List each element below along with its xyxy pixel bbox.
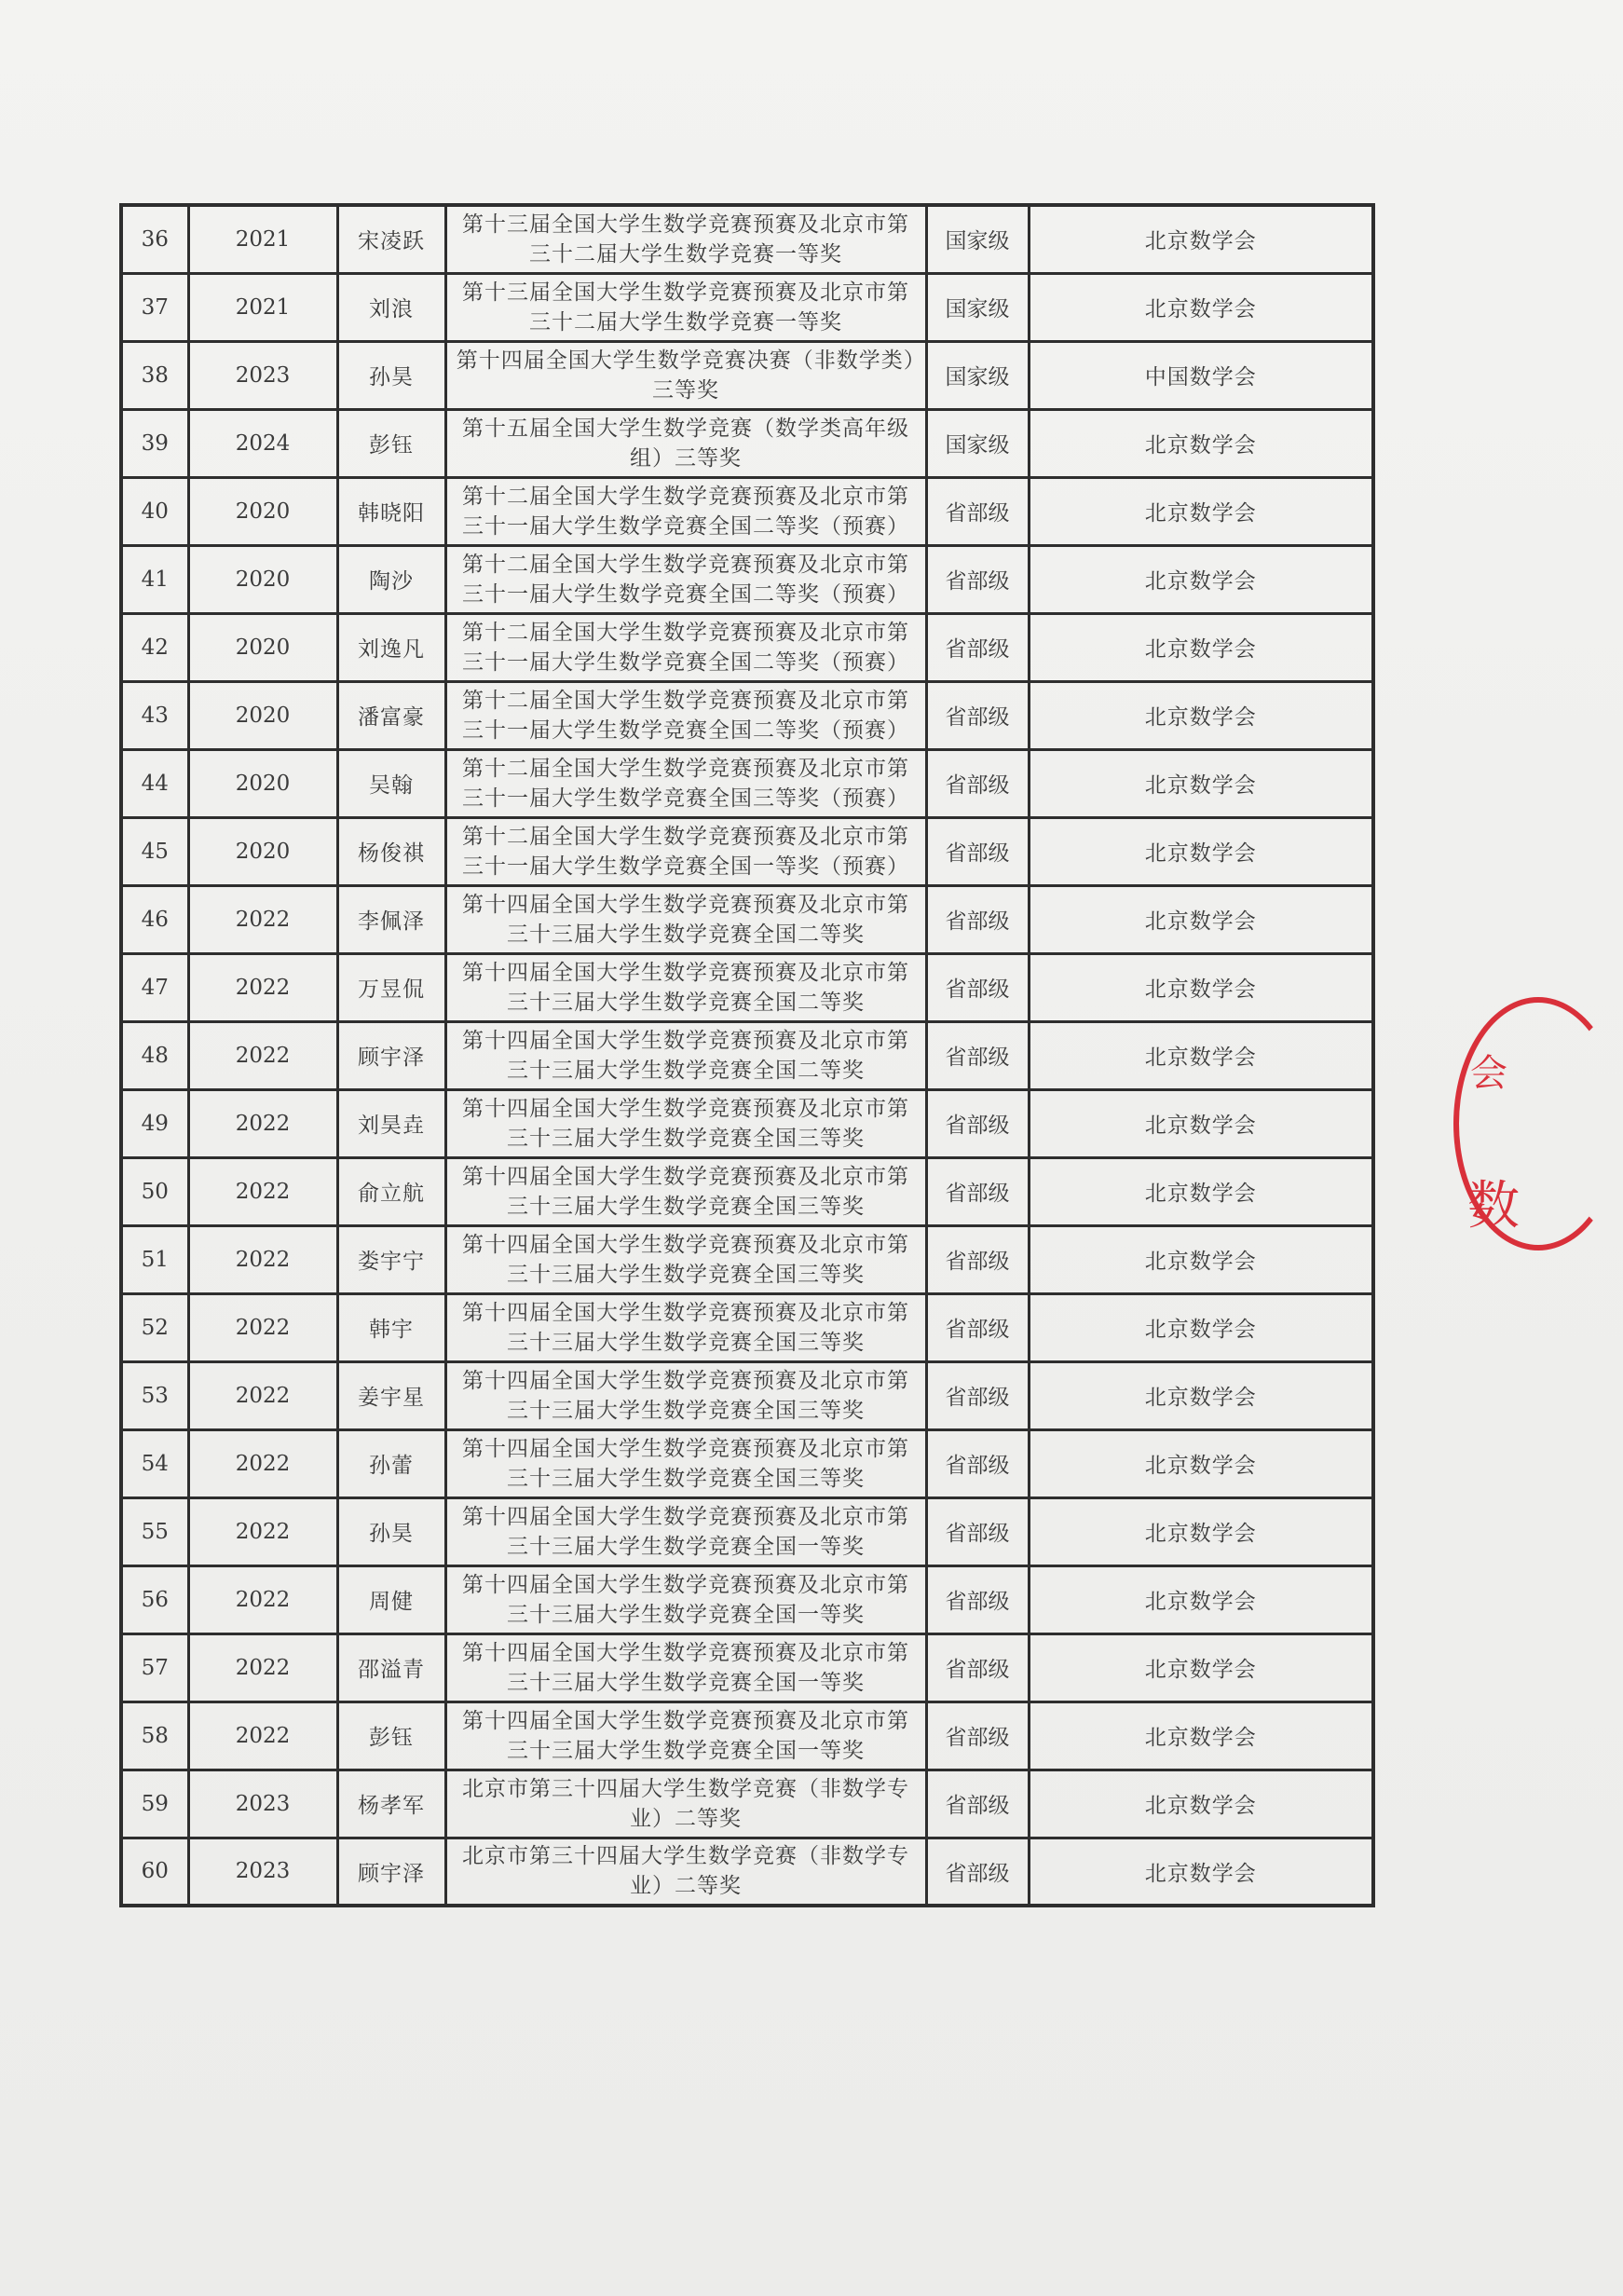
cell-level: 省部级 bbox=[926, 1089, 1029, 1157]
cell-year: 2022 bbox=[188, 1293, 337, 1361]
table-row bbox=[121, 1565, 1373, 1633]
cell-year: 2022 bbox=[188, 1497, 337, 1565]
table-row bbox=[121, 1702, 1373, 1770]
cell-level: 省部级 bbox=[926, 477, 1029, 545]
cell-award: 第十二届全国大学生数学竞赛预赛及北京市第三十一届大学生数学竞赛全国二等奖（预赛） bbox=[445, 477, 926, 545]
cell-organization: 北京数学会 bbox=[1029, 1838, 1373, 1906]
cell-year: 2020 bbox=[188, 817, 337, 885]
cell-year: 2022 bbox=[188, 1021, 337, 1089]
cell-number: 45 bbox=[121, 817, 188, 885]
cell-name: 彭钰 bbox=[337, 1702, 445, 1770]
cell-level: 省部级 bbox=[926, 749, 1029, 817]
cell-level: 国家级 bbox=[926, 409, 1029, 477]
cell-organization: 北京数学会 bbox=[1029, 1429, 1373, 1497]
cell-number: 36 bbox=[121, 205, 188, 273]
cell-award: 第十二届全国大学生数学竞赛预赛及北京市第三十一届大学生数学竞赛全国二等奖（预赛） bbox=[445, 545, 926, 613]
cell-level: 省部级 bbox=[926, 545, 1029, 613]
cell-organization: 北京数学会 bbox=[1029, 1497, 1373, 1565]
cell-organization: 北京数学会 bbox=[1029, 613, 1373, 681]
seal-char-top: 会 bbox=[1470, 1052, 1507, 1095]
cell-year: 2020 bbox=[188, 749, 337, 817]
cell-level: 省部级 bbox=[926, 1293, 1029, 1361]
table-row bbox=[121, 1157, 1373, 1225]
cell-organization: 北京数学会 bbox=[1029, 1157, 1373, 1225]
cell-number: 43 bbox=[121, 681, 188, 749]
cell-award: 第十四届全国大学生数学竞赛预赛及北京市第三十三届大学生数学竞赛全国一等奖 bbox=[445, 1633, 926, 1702]
cell-organization: 北京数学会 bbox=[1029, 205, 1373, 273]
cell-award: 第十四届全国大学生数学竞赛决赛（非数学类）三等奖 bbox=[445, 341, 926, 409]
cell-award: 第十三届全国大学生数学竞赛预赛及北京市第三十二届大学生数学竞赛一等奖 bbox=[445, 273, 926, 341]
cell-name: 吴翰 bbox=[337, 749, 445, 817]
cell-number: 47 bbox=[121, 953, 188, 1021]
table-row bbox=[121, 1021, 1373, 1089]
cell-year: 2022 bbox=[188, 1565, 337, 1633]
cell-award: 第十二届全国大学生数学竞赛预赛及北京市第三十一届大学生数学竞赛全国二等奖（预赛） bbox=[445, 613, 926, 681]
cell-year: 2022 bbox=[188, 1702, 337, 1770]
cell-award: 第十四届全国大学生数学竞赛预赛及北京市第三十三届大学生数学竞赛全国二等奖 bbox=[445, 953, 926, 1021]
cell-year: 2022 bbox=[188, 1633, 337, 1702]
cell-number: 52 bbox=[121, 1293, 188, 1361]
table-row bbox=[121, 409, 1373, 477]
cell-award: 北京市第三十四届大学生数学竞赛（非数学专业）二等奖 bbox=[445, 1770, 926, 1838]
cell-organization: 北京数学会 bbox=[1029, 409, 1373, 477]
cell-year: 2023 bbox=[188, 1770, 337, 1838]
cell-year: 2022 bbox=[188, 1157, 337, 1225]
table-row bbox=[121, 545, 1373, 613]
cell-level: 省部级 bbox=[926, 681, 1029, 749]
cell-organization: 北京数学会 bbox=[1029, 1565, 1373, 1633]
cell-name: 俞立航 bbox=[337, 1157, 445, 1225]
awards-table-body bbox=[121, 205, 1373, 1906]
cell-year: 2020 bbox=[188, 613, 337, 681]
cell-name: 彭钰 bbox=[337, 409, 445, 477]
cell-number: 49 bbox=[121, 1089, 188, 1157]
cell-number: 48 bbox=[121, 1021, 188, 1089]
cell-level: 省部级 bbox=[926, 1770, 1029, 1838]
cell-name: 潘富豪 bbox=[337, 681, 445, 749]
cell-organization: 北京数学会 bbox=[1029, 953, 1373, 1021]
cell-organization: 北京数学会 bbox=[1029, 1225, 1373, 1293]
cell-level: 国家级 bbox=[926, 205, 1029, 273]
cell-award: 第十五届全国大学生数学竞赛（数学类高年级组）三等奖 bbox=[445, 409, 926, 477]
table-row bbox=[121, 1293, 1373, 1361]
cell-level: 省部级 bbox=[926, 1225, 1029, 1293]
cell-award: 第十四届全国大学生数学竞赛预赛及北京市第三十三届大学生数学竞赛全国二等奖 bbox=[445, 1021, 926, 1089]
table-row bbox=[121, 953, 1373, 1021]
cell-organization: 北京数学会 bbox=[1029, 1633, 1373, 1702]
cell-award: 第十四届全国大学生数学竞赛预赛及北京市第三十三届大学生数学竞赛全国三等奖 bbox=[445, 1361, 926, 1429]
cell-number: 46 bbox=[121, 885, 188, 953]
cell-organization: 北京数学会 bbox=[1029, 1293, 1373, 1361]
table-row bbox=[121, 1361, 1373, 1429]
cell-name: 万昱侃 bbox=[337, 953, 445, 1021]
cell-name: 韩宇 bbox=[337, 1293, 445, 1361]
cell-award: 第十四届全国大学生数学竞赛预赛及北京市第三十三届大学生数学竞赛全国二等奖 bbox=[445, 885, 926, 953]
cell-number: 40 bbox=[121, 477, 188, 545]
cell-organization: 北京数学会 bbox=[1029, 681, 1373, 749]
cell-year: 2023 bbox=[188, 341, 337, 409]
cell-award: 北京市第三十四届大学生数学竞赛（非数学专业）二等奖 bbox=[445, 1838, 926, 1906]
table-row bbox=[121, 817, 1373, 885]
cell-number: 39 bbox=[121, 409, 188, 477]
cell-level: 省部级 bbox=[926, 953, 1029, 1021]
cell-name: 孙昊 bbox=[337, 341, 445, 409]
cell-level: 国家级 bbox=[926, 341, 1029, 409]
cell-name: 周健 bbox=[337, 1565, 445, 1633]
cell-organization: 北京数学会 bbox=[1029, 1361, 1373, 1429]
cell-level: 省部级 bbox=[926, 1497, 1029, 1565]
cell-year: 2021 bbox=[188, 205, 337, 273]
cell-number: 38 bbox=[121, 341, 188, 409]
cell-award: 第十四届全国大学生数学竞赛预赛及北京市第三十三届大学生数学竞赛全国一等奖 bbox=[445, 1702, 926, 1770]
cell-award: 第十四届全国大学生数学竞赛预赛及北京市第三十三届大学生数学竞赛全国三等奖 bbox=[445, 1157, 926, 1225]
cell-year: 2022 bbox=[188, 885, 337, 953]
cell-level: 省部级 bbox=[926, 1429, 1029, 1497]
cell-number: 58 bbox=[121, 1702, 188, 1770]
cell-number: 54 bbox=[121, 1429, 188, 1497]
cell-year: 2022 bbox=[188, 1225, 337, 1293]
cell-year: 2023 bbox=[188, 1838, 337, 1906]
cell-year: 2022 bbox=[188, 953, 337, 1021]
cell-number: 57 bbox=[121, 1633, 188, 1702]
cell-number: 55 bbox=[121, 1497, 188, 1565]
cell-number: 37 bbox=[121, 273, 188, 341]
cell-name: 顾宇泽 bbox=[337, 1838, 445, 1906]
cell-level: 国家级 bbox=[926, 273, 1029, 341]
table-row bbox=[121, 1225, 1373, 1293]
cell-year: 2020 bbox=[188, 477, 337, 545]
cell-name: 刘浪 bbox=[337, 273, 445, 341]
cell-name: 陶沙 bbox=[337, 545, 445, 613]
cell-name: 韩晓阳 bbox=[337, 477, 445, 545]
cell-organization: 北京数学会 bbox=[1029, 817, 1373, 885]
cell-level: 省部级 bbox=[926, 1838, 1029, 1906]
table-row bbox=[121, 273, 1373, 341]
cell-level: 省部级 bbox=[926, 613, 1029, 681]
cell-award: 第十四届全国大学生数学竞赛预赛及北京市第三十三届大学生数学竞赛全国三等奖 bbox=[445, 1225, 926, 1293]
cell-level: 省部级 bbox=[926, 817, 1029, 885]
cell-year: 2022 bbox=[188, 1089, 337, 1157]
cell-name: 宋凌跃 bbox=[337, 205, 445, 273]
cell-organization: 北京数学会 bbox=[1029, 1021, 1373, 1089]
cell-level: 省部级 bbox=[926, 885, 1029, 953]
cell-award: 第十二届全国大学生数学竞赛预赛及北京市第三十一届大学生数学竞赛全国二等奖（预赛） bbox=[445, 681, 926, 749]
cell-organization: 北京数学会 bbox=[1029, 1089, 1373, 1157]
cell-level: 省部级 bbox=[926, 1565, 1029, 1633]
cell-award: 第十四届全国大学生数学竞赛预赛及北京市第三十三届大学生数学竞赛全国一等奖 bbox=[445, 1497, 926, 1565]
cell-number: 60 bbox=[121, 1838, 188, 1906]
cell-award: 第十四届全国大学生数学竞赛预赛及北京市第三十三届大学生数学竞赛全国三等奖 bbox=[445, 1089, 926, 1157]
cell-award: 第十四届全国大学生数学竞赛预赛及北京市第三十三届大学生数学竞赛全国一等奖 bbox=[445, 1565, 926, 1633]
cell-number: 56 bbox=[121, 1565, 188, 1633]
cell-year: 2021 bbox=[188, 273, 337, 341]
cell-name: 邵溢青 bbox=[337, 1633, 445, 1702]
cell-name: 刘昊垚 bbox=[337, 1089, 445, 1157]
cell-award: 第十三届全国大学生数学竞赛预赛及北京市第三十二届大学生数学竞赛一等奖 bbox=[445, 205, 926, 273]
table-row bbox=[121, 749, 1373, 817]
cell-year: 2024 bbox=[188, 409, 337, 477]
table-row bbox=[121, 1633, 1373, 1702]
cell-number: 42 bbox=[121, 613, 188, 681]
cell-level: 省部级 bbox=[926, 1021, 1029, 1089]
table-row bbox=[121, 1770, 1373, 1838]
table-row bbox=[121, 1089, 1373, 1157]
cell-number: 51 bbox=[121, 1225, 188, 1293]
table-row bbox=[121, 613, 1373, 681]
cell-level: 省部级 bbox=[926, 1633, 1029, 1702]
cell-organization: 北京数学会 bbox=[1029, 273, 1373, 341]
table-row bbox=[121, 1429, 1373, 1497]
cell-name: 杨俊祺 bbox=[337, 817, 445, 885]
cell-organization: 中国数学会 bbox=[1029, 341, 1373, 409]
cell-number: 53 bbox=[121, 1361, 188, 1429]
cell-name: 顾宇泽 bbox=[337, 1021, 445, 1089]
cell-organization: 北京数学会 bbox=[1029, 1702, 1373, 1770]
cell-organization: 北京数学会 bbox=[1029, 885, 1373, 953]
seal-char-bottom: 数 bbox=[1467, 1176, 1520, 1237]
awards-table bbox=[119, 203, 1375, 1907]
cell-organization: 北京数学会 bbox=[1029, 477, 1373, 545]
cell-name: 孙昊 bbox=[337, 1497, 445, 1565]
cell-name: 刘逸凡 bbox=[337, 613, 445, 681]
table-row bbox=[121, 477, 1373, 545]
cell-number: 41 bbox=[121, 545, 188, 613]
cell-year: 2020 bbox=[188, 681, 337, 749]
table-row bbox=[121, 681, 1373, 749]
cell-name: 姜宇星 bbox=[337, 1361, 445, 1429]
cell-organization: 北京数学会 bbox=[1029, 1770, 1373, 1838]
cell-award: 第十二届全国大学生数学竞赛预赛及北京市第三十一届大学生数学竞赛全国三等奖（预赛） bbox=[445, 749, 926, 817]
cell-number: 44 bbox=[121, 749, 188, 817]
table-row bbox=[121, 205, 1373, 273]
cell-organization: 北京数学会 bbox=[1029, 545, 1373, 613]
cell-name: 娄宇宁 bbox=[337, 1225, 445, 1293]
cell-year: 2022 bbox=[188, 1429, 337, 1497]
table-row bbox=[121, 341, 1373, 409]
cell-award: 第十四届全国大学生数学竞赛预赛及北京市第三十三届大学生数学竞赛全国三等奖 bbox=[445, 1429, 926, 1497]
cell-level: 省部级 bbox=[926, 1702, 1029, 1770]
table-row bbox=[121, 1838, 1373, 1906]
cell-organization: 北京数学会 bbox=[1029, 749, 1373, 817]
table-row bbox=[121, 1497, 1373, 1565]
cell-number: 59 bbox=[121, 1770, 188, 1838]
cell-name: 李佩泽 bbox=[337, 885, 445, 953]
cell-number: 50 bbox=[121, 1157, 188, 1225]
cell-level: 省部级 bbox=[926, 1157, 1029, 1225]
cell-level: 省部级 bbox=[926, 1361, 1029, 1429]
cell-name: 杨孝军 bbox=[337, 1770, 445, 1838]
cell-name: 孙蕾 bbox=[337, 1429, 445, 1497]
cell-award: 第十二届全国大学生数学竞赛预赛及北京市第三十一届大学生数学竞赛全国一等奖（预赛） bbox=[445, 817, 926, 885]
cell-award: 第十四届全国大学生数学竞赛预赛及北京市第三十三届大学生数学竞赛全国三等奖 bbox=[445, 1293, 926, 1361]
cell-year: 2020 bbox=[188, 545, 337, 613]
cell-year: 2022 bbox=[188, 1361, 337, 1429]
table-row bbox=[121, 885, 1373, 953]
